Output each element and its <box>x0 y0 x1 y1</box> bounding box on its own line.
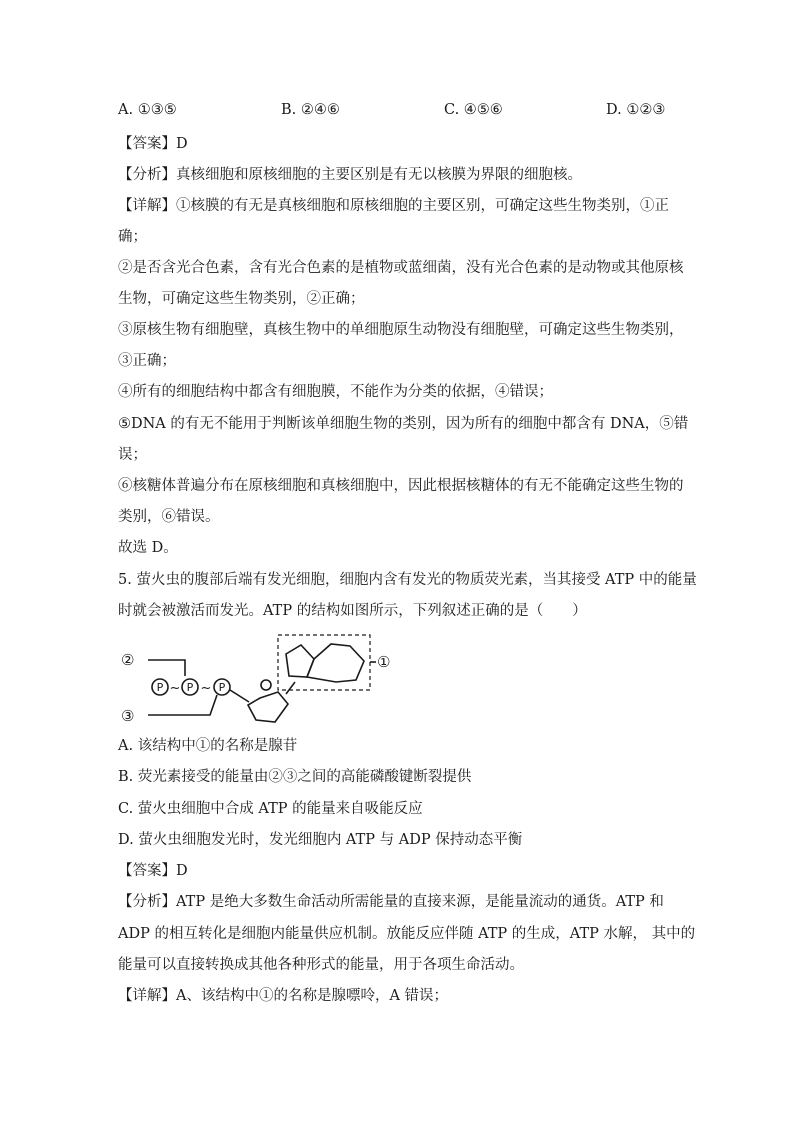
q4-options-row <box>0 102 794 122</box>
q5-analysis-line: 【分析】ATP 是绝大多数生命活动所需能量的直接来源，是能量流动的通货。ATP 和 <box>118 894 664 910</box>
q4-detail-line: ⑥核糖体普遍分布在原核细胞和真核细胞中，因此根据核糖体的有无不能确定这些生物的 <box>118 478 684 494</box>
q5-option-d: D. 萤火虫细胞发光时，发光细胞内 ATP 与 ADP 保持动态平衡 <box>118 832 523 848</box>
q4-detail-line: 确； <box>118 229 147 245</box>
glycosidic-bond <box>286 682 295 694</box>
phosphate-gamma-label: P <box>156 681 164 694</box>
q4-detail-line: 误； <box>118 447 147 463</box>
q4-detail-line: ⑤DNA 的有无不能用于判断该单细胞生物的类别，因为所有的细胞中都含有 DNA，⑤错 <box>118 416 689 432</box>
diagram-label-1: ① <box>377 653 391 671</box>
q5-analysis-line: 能量可以直接转换成其他各种形式的能量，用于各项生命活动。 <box>118 957 524 973</box>
adenine-dashed-box <box>278 635 370 690</box>
diagram-label-2: ② <box>121 651 135 669</box>
q5-option-c: C. 萤火虫细胞中合成 ATP 的能量来自吸能反应 <box>118 801 423 817</box>
q4-option-c: C. ④⑤⑥ <box>444 102 503 118</box>
high-energy-bond-1: ~ <box>169 681 181 696</box>
q5-answer: 【答案】D <box>118 863 188 879</box>
q4-analysis: 【分析】真核细胞和原核细胞的主要区别是有无以核膜为界限的细胞核。 <box>118 167 582 183</box>
q5-analysis-line: ADP 的相互转化是细胞内能量供应机制。放能反应伴随 ATP 的生成，ATP 水解， 其中的 <box>118 926 696 942</box>
phosphate-beta-label: P <box>186 681 194 694</box>
q4-detail-line: ③正确； <box>118 353 176 369</box>
q4-detail-line: ②是否含光合色素，含有光合色素的是植物或蓝细菌，没有光合色素的是动物或其他原核 <box>118 260 684 276</box>
q5-option-a: A. 该结构中①的名称是腺苷 <box>118 738 298 754</box>
q4-conclusion: 故选 D。 <box>118 540 178 556</box>
adenine-six-ring <box>307 644 364 682</box>
q4-option-d: D. ①②③ <box>606 102 666 118</box>
label-2-bracket <box>148 660 185 676</box>
q4-detail-line: 生物，可确定这些生物类别，②正确； <box>118 291 365 307</box>
q5-stem-line: 时就会被激活而发光。ATP 的结构如图所示，下列叙述正确的是（ ） <box>118 603 587 619</box>
adenine-five-ring <box>286 645 314 677</box>
q4-detail-line: 【详解】①核膜的有无是真核细胞和原核细胞的主要区别，可确定这些生物类别，①正 <box>118 198 669 214</box>
phosphate-alpha-label: P <box>218 681 226 694</box>
ribose-oxygen <box>261 680 271 690</box>
q4-option-b: B. ②④⑥ <box>281 102 340 118</box>
high-energy-bond-2: ~ <box>200 681 212 696</box>
q4-detail-line: ③原核生物有细胞壁，真核生物中的单细胞原生动物没有细胞壁，可确定这些生物类别， <box>118 322 684 338</box>
q5-detail-line: 【详解】A、该结构中①的名称是腺嘌呤，A 错误； <box>118 988 449 1004</box>
q4-detail-line: 类别，⑥错误。 <box>118 509 220 525</box>
q4-answer: 【答案】D <box>118 136 188 152</box>
q5-option-b: B. 荧光素接受的能量由②③之间的高能磷酸键断裂提供 <box>118 769 472 785</box>
diagram-label-3: ③ <box>121 707 135 725</box>
q5-stem-line: 5. 萤火虫的腹部后端有发光细胞，细胞内含有发光的物质荧光素，当其接受 ATP 中的能量 <box>118 572 697 588</box>
q4-detail-line: ④所有的细胞结构中都含有细胞膜，不能作为分类的依据，④错误； <box>118 384 553 400</box>
label-3-bracket <box>148 695 217 715</box>
q4-option-a: A. ①③⑤ <box>118 102 177 118</box>
atp-structure-diagram <box>118 632 391 732</box>
phosphate-ribose-link <box>230 690 249 702</box>
ribose-ring <box>248 692 288 722</box>
